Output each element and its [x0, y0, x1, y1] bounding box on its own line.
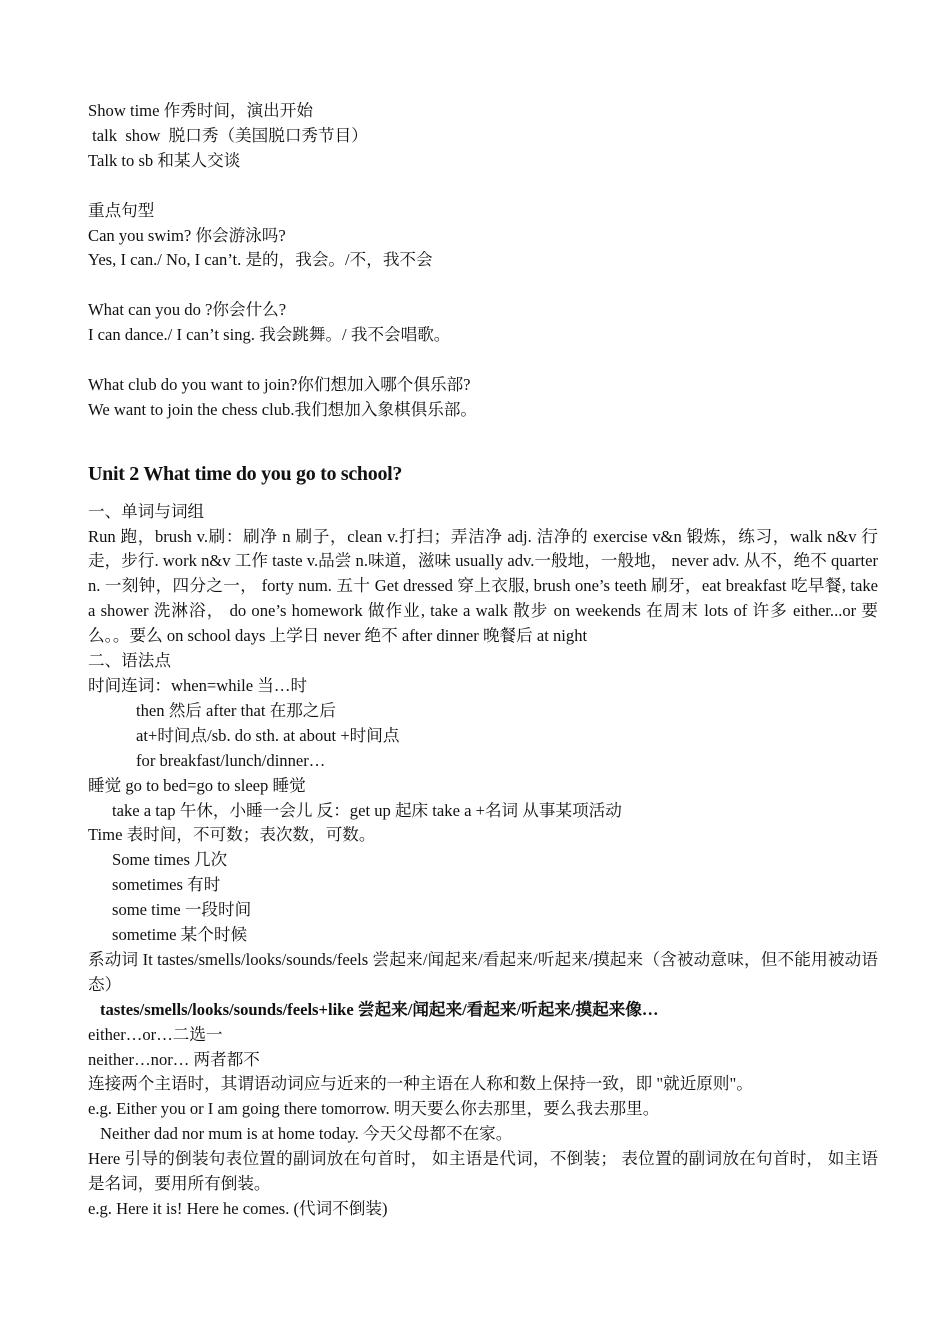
grammar-then-after: then 然后 after that 在那之后 [136, 700, 336, 720]
key-sentences-title: 重点句型 [88, 200, 155, 220]
grammar-some-time: some time 一段时间 [112, 900, 252, 920]
spacer [88, 174, 878, 199]
example-neither: Neither dad nor mum is at home today. 今天父母都不在家。 [100, 1124, 513, 1144]
sentence-do-question: What can you do ?你会什么? [88, 300, 287, 320]
grammar-time-noun: Time 表时间，不可数；表次数，可数。 [88, 825, 376, 845]
grammar-neither-nor: neither…nor… 两者都不 [88, 1049, 260, 1069]
grammar-sometimes: sometimes 有时 [112, 875, 221, 895]
grammar-sometime: sometime 某个时候 [112, 925, 248, 945]
grammar-linking-verbs: 系动词 It tastes/smells/looks/sounds/feels 尝起来/闻起来/看起来/听起来/摸起来（含被动意味，但不能用被动语态） [88, 949, 878, 994]
grammar-at-time: at+时间点/sb. do sth. at about +时间点 [136, 725, 400, 745]
grammar-some-times: Some times 几次 [112, 850, 228, 870]
example-either: e.g. Either you or I am going there tomorrow. 明天要么你去那里，要么我去那里。 [88, 1099, 660, 1119]
sentence-swim-answer: Yes, I can./ No, I can’t. 是的，我会。/不，我不会 [88, 250, 433, 270]
sentence-club-answer: We want to join the chess club.我们想加入象棋俱乐部。 [88, 399, 478, 419]
vocab-section-title: 一、单词与词组 [88, 501, 205, 521]
example-here: e.g. Here it is! Here he comes. (代词不倒装) [88, 1199, 388, 1218]
grammar-either-or: either…or…二选一 [88, 1024, 223, 1044]
sentence-swim-question: Can you swim? 你会游泳吗? [88, 225, 286, 245]
vocab-talk-show: talk show 脱口秀（美国脱口秀节目） [88, 125, 368, 145]
sentence-club-question: What club do you want to join?你们想加入哪个俱乐部? [88, 374, 471, 394]
grammar-proximity-rule: 连接两个主语时，其谓语动词应与近来的一种主语在人称和数上保持一致，即 "就近原则"。 [88, 1074, 753, 1094]
vocab-talk-to: Talk to sb 和某人交谈 [88, 150, 241, 170]
grammar-nap: take a tap 午休，小睡一会儿 反：get up 起床 take a +名词 从事某项活动 [112, 800, 622, 820]
grammar-sleep: 睡觉 go to bed=go to sleep 睡觉 [88, 775, 306, 795]
grammar-section-title: 二、语法点 [88, 651, 171, 671]
grammar-here-inversion: Here 引导的倒装句表位置的副词放在句首时， 如主语是代词，不倒装； 表位置的副词放在句首时， 如主语是名词，要用所有倒装。 [88, 1149, 878, 1194]
spacer [88, 273, 878, 298]
grammar-for-meal: for breakfast/lunch/dinner… [136, 750, 326, 770]
vocab-paragraph: Run 跑，brush v.刷：刷净 n 刷子，clean v.打扫；弄洁净 adj. 洁净的 exercise v&n 锻炼，练习，walk n&v 行走，步行. work n&v 工作 taste v.品尝 n.味道，滋味 usually adv.一般地，一般地， never adv. 从不，绝不 quarter n. 一刻钟，四分之一， forty num. 五十 Get dressed 穿上衣服, brush one’s teeth 刷牙，eat breakfast 吃早餐, take a shower 洗淋浴， do one’s homework 做作业, take a walk 散步 on weekends 在周末 lots of 许多 either...or 要么。。要么 on school days 上学日 never 绝不 after dinner 晚餐后 at night [88, 526, 878, 646]
vocab-show-time: Show time 作秀时间，演出开始 [88, 101, 313, 120]
spacer [88, 348, 878, 373]
grammar-time-conjunction: 时间连词：when=while 当…时 [88, 675, 308, 695]
spacer [88, 423, 878, 448]
grammar-linking-like: tastes/smells/looks/sounds/feels+like 尝起来/闻起来/看起来/听起来/摸起来像… [100, 999, 659, 1019]
unit2-heading: Unit 2 What time do you go to school? [88, 462, 403, 485]
sentence-do-answer: I can dance./ I can’t sing. 我会跳舞。/ 我不会唱歌。 [88, 325, 451, 345]
